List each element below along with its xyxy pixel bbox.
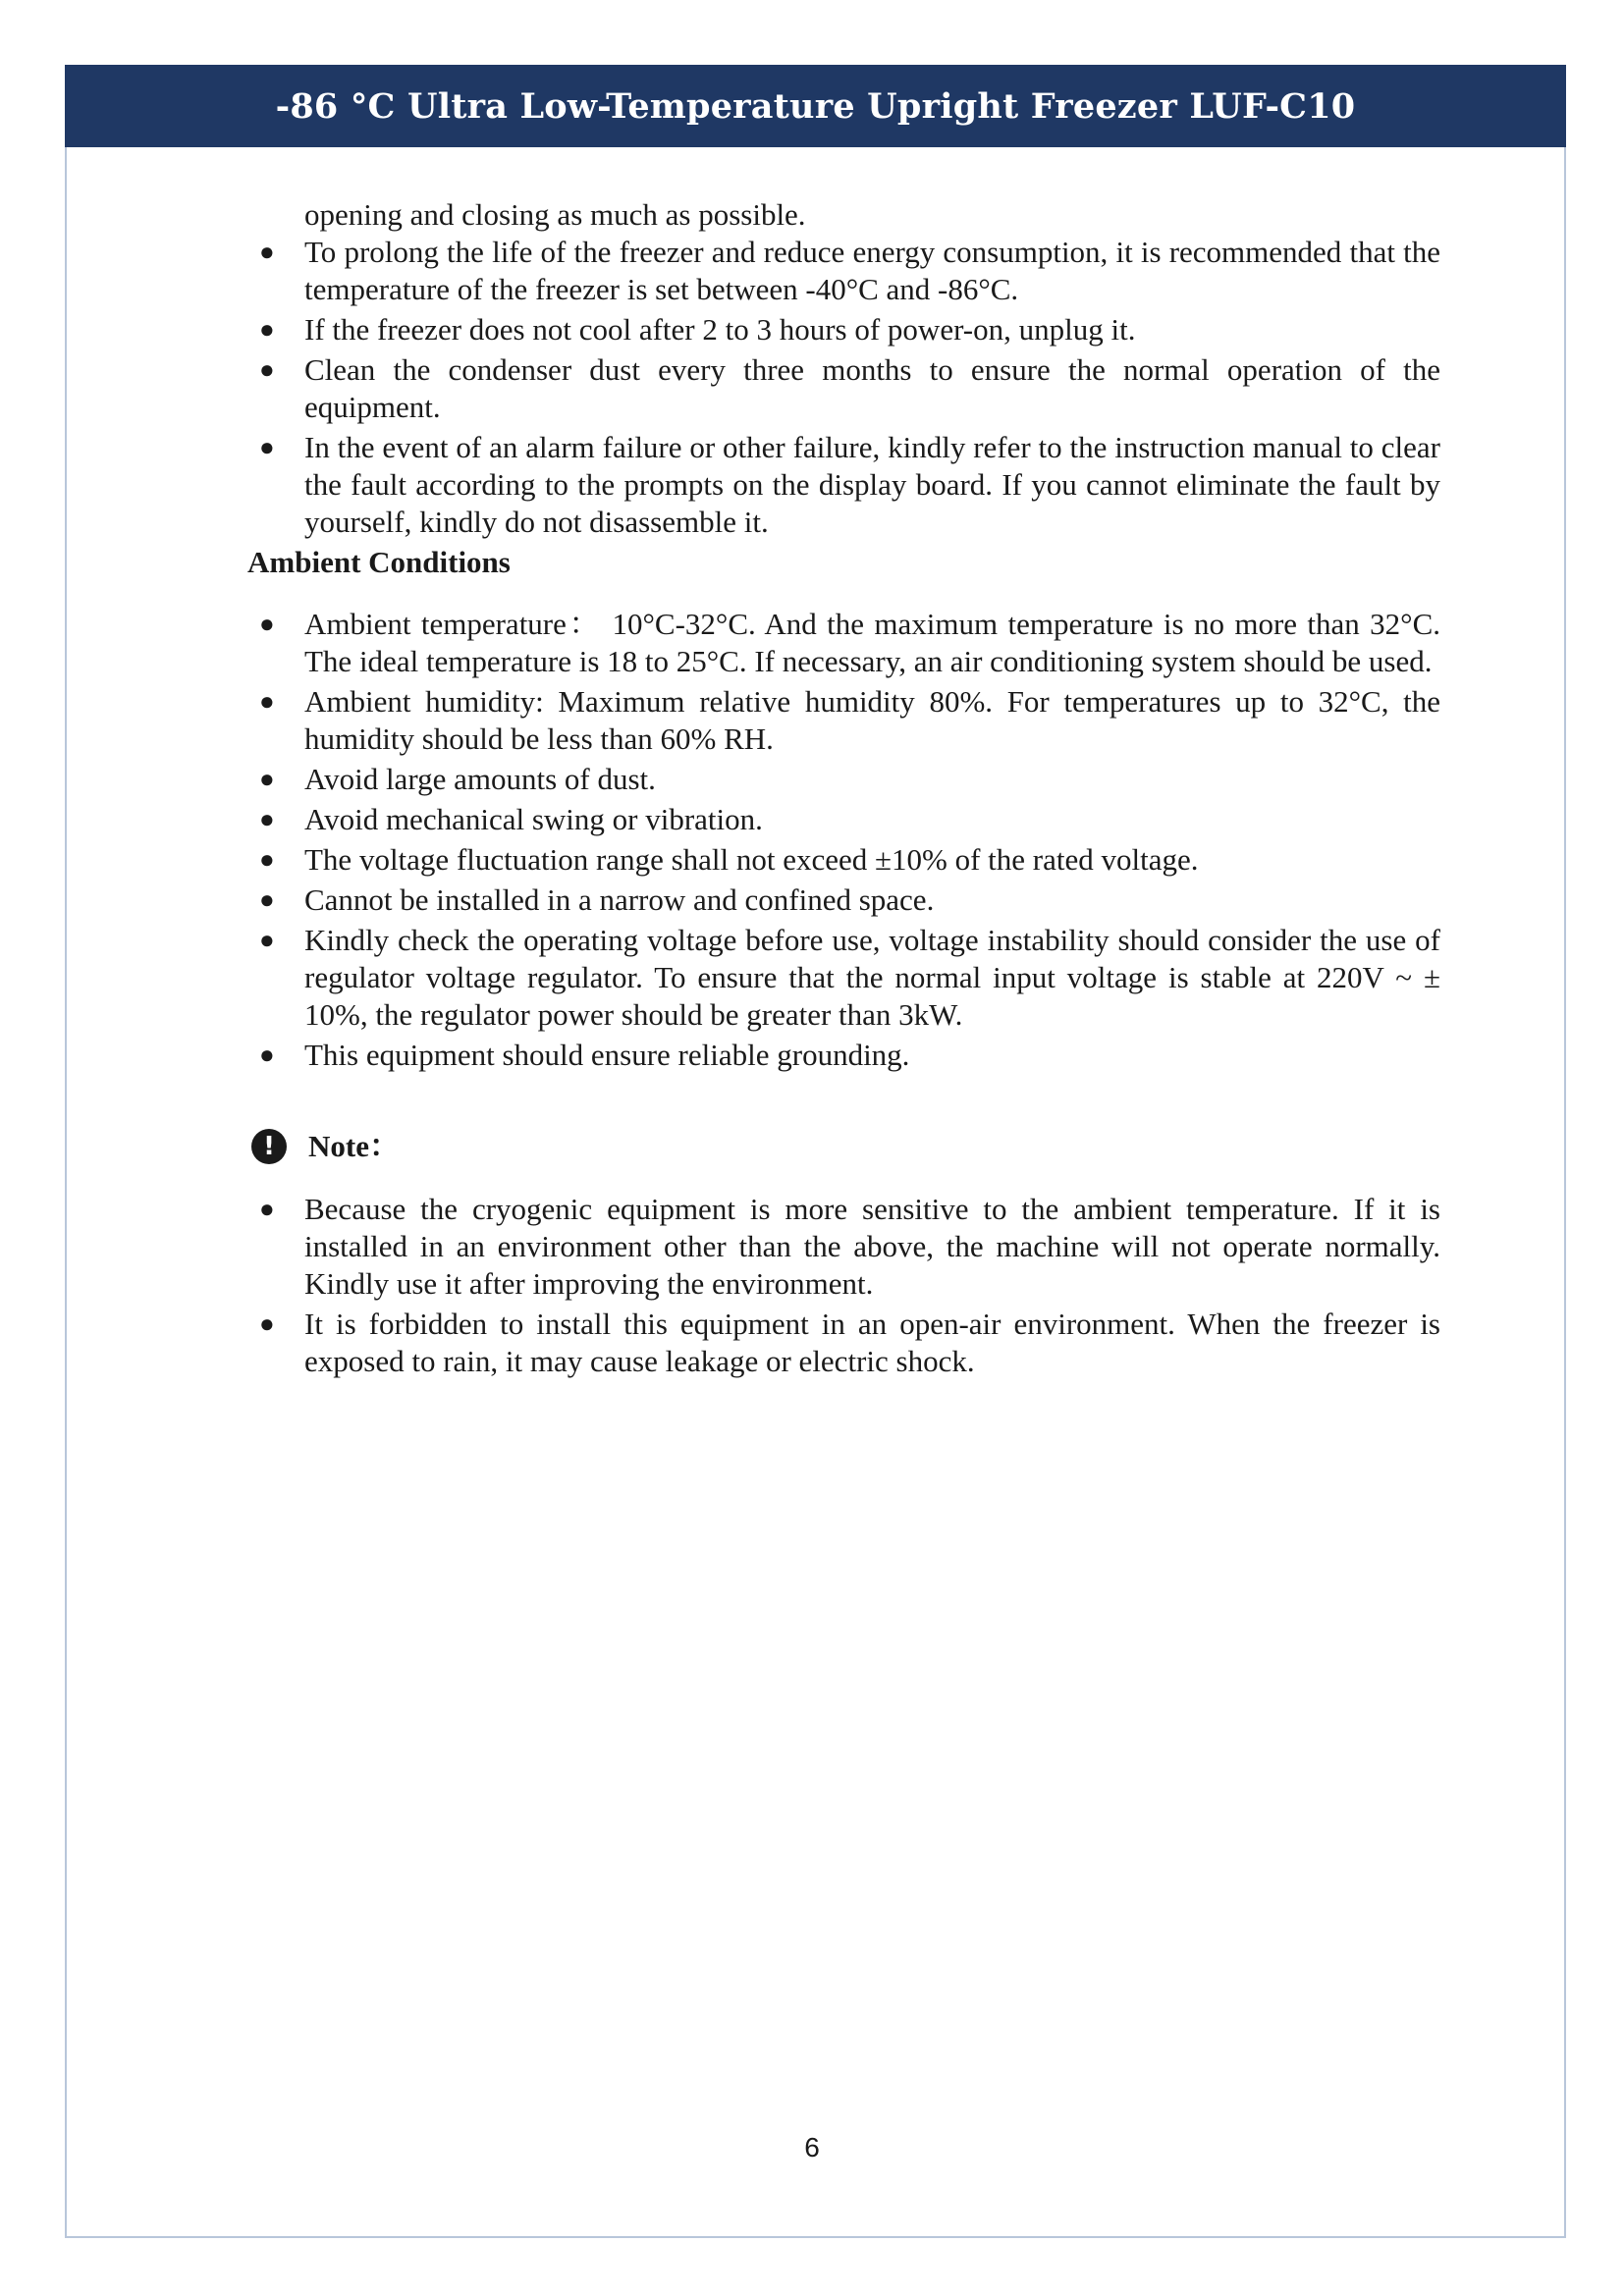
list-item: ● Ambient temperature： 10°C-32°C. And the maximum temperature is no more than 32°C. The ideal temperature is 18 to 25°C. If necessary, an air conditioning system should be used. (259, 607, 1440, 678)
exclamation-circle-icon: ! (251, 1129, 287, 1164)
list-item: ● Because the cryogenic equipment is more sensitive to the ambient temperature. If it is installed in an environment other than the above, the machine will not operate normally. Kindly use it after improving the environment. (259, 1192, 1440, 1301)
bullet-icon: ● (259, 765, 275, 793)
bullet-icon: ● (259, 885, 275, 914)
bullet-icon: ● (259, 926, 275, 954)
list-item: ● Ambient humidity: Maximum relative humidity 80%. For temperatures up to 32°C, the humidity should be less than 60% RH. (259, 684, 1440, 756)
list-item: ● To prolong the life of the freezer and reduce energy consumption, it is recommended that the temperature of the freezer is set between -40°C and -86°C. (259, 235, 1440, 306)
bullet-icon: ● (259, 238, 275, 266)
note-bullet-list (247, 1191, 1440, 1380)
list-item: ● Cannot be installed in a narrow and confined space. (259, 882, 935, 917)
list-item: ● Kindly check the operating voltage before use, voltage instability should consider the use of regulator voltage regulator. To ensure that the normal input voltage is stable at 220V ~ ± 10%, the regulator power should be greater than 3kW. (259, 923, 1440, 1032)
bullet-icon: ● (259, 355, 275, 384)
page-number: 6 (804, 2132, 820, 2163)
bullet-icon: ● (259, 1309, 275, 1338)
bullet-icon: ● (259, 610, 275, 638)
bullet-icon: ● (259, 433, 275, 461)
header-bar (65, 65, 1566, 147)
list-item: ● Clean the condenser dust every three months to ensure the normal operation of the equipment. (259, 352, 1440, 424)
list-item: ● It is forbidden to install this equipment in an open-air environment. When the freezer is exposed to rain, it may cause leakage or electric shock. (259, 1307, 1440, 1378)
list-item: ● If the freezer does not cool after 2 to 3 hours of power-on, unplug it. (259, 312, 1136, 347)
list-item: ● This equipment should ensure reliable grounding. (259, 1038, 910, 1072)
list-item: ● Avoid large amounts of dust. (259, 762, 656, 796)
list-item: ● In the event of an alarm failure or other failure, kindly refer to the instruction manual to clear the fault according to the prompts on the display board. If you cannot eliminate the fault by yourself, kindly do not disassemble it. (259, 430, 1440, 539)
note-heading (251, 1128, 1440, 1165)
list-item: ● Avoid mechanical swing or vibration. (259, 802, 763, 836)
list-item: ● The voltage fluctuation range shall not exceed ±10% of the rated voltage. (259, 842, 1199, 877)
spacer (247, 1077, 1440, 1128)
bullet-icon: ● (259, 687, 275, 716)
bullet-icon: ● (259, 315, 275, 344)
main-content (247, 196, 1440, 1383)
page-title: -86 °C Ultra Low-Temperature Upright Freezer LUF-C10 (275, 85, 1356, 127)
intro-bullet-list (247, 234, 1440, 541)
bullet-icon: ● (259, 845, 275, 874)
bullet-icon: ● (259, 805, 275, 833)
note-label: Note： (308, 1129, 400, 1163)
bullet-icon: ● (259, 1195, 275, 1223)
section-heading-ambient: Ambient Conditions (247, 545, 511, 579)
bullet-icon: ● (259, 1041, 275, 1069)
ambient-bullet-list (247, 606, 1440, 1074)
continuation-text: opening and closing as much as possible. (304, 197, 806, 232)
